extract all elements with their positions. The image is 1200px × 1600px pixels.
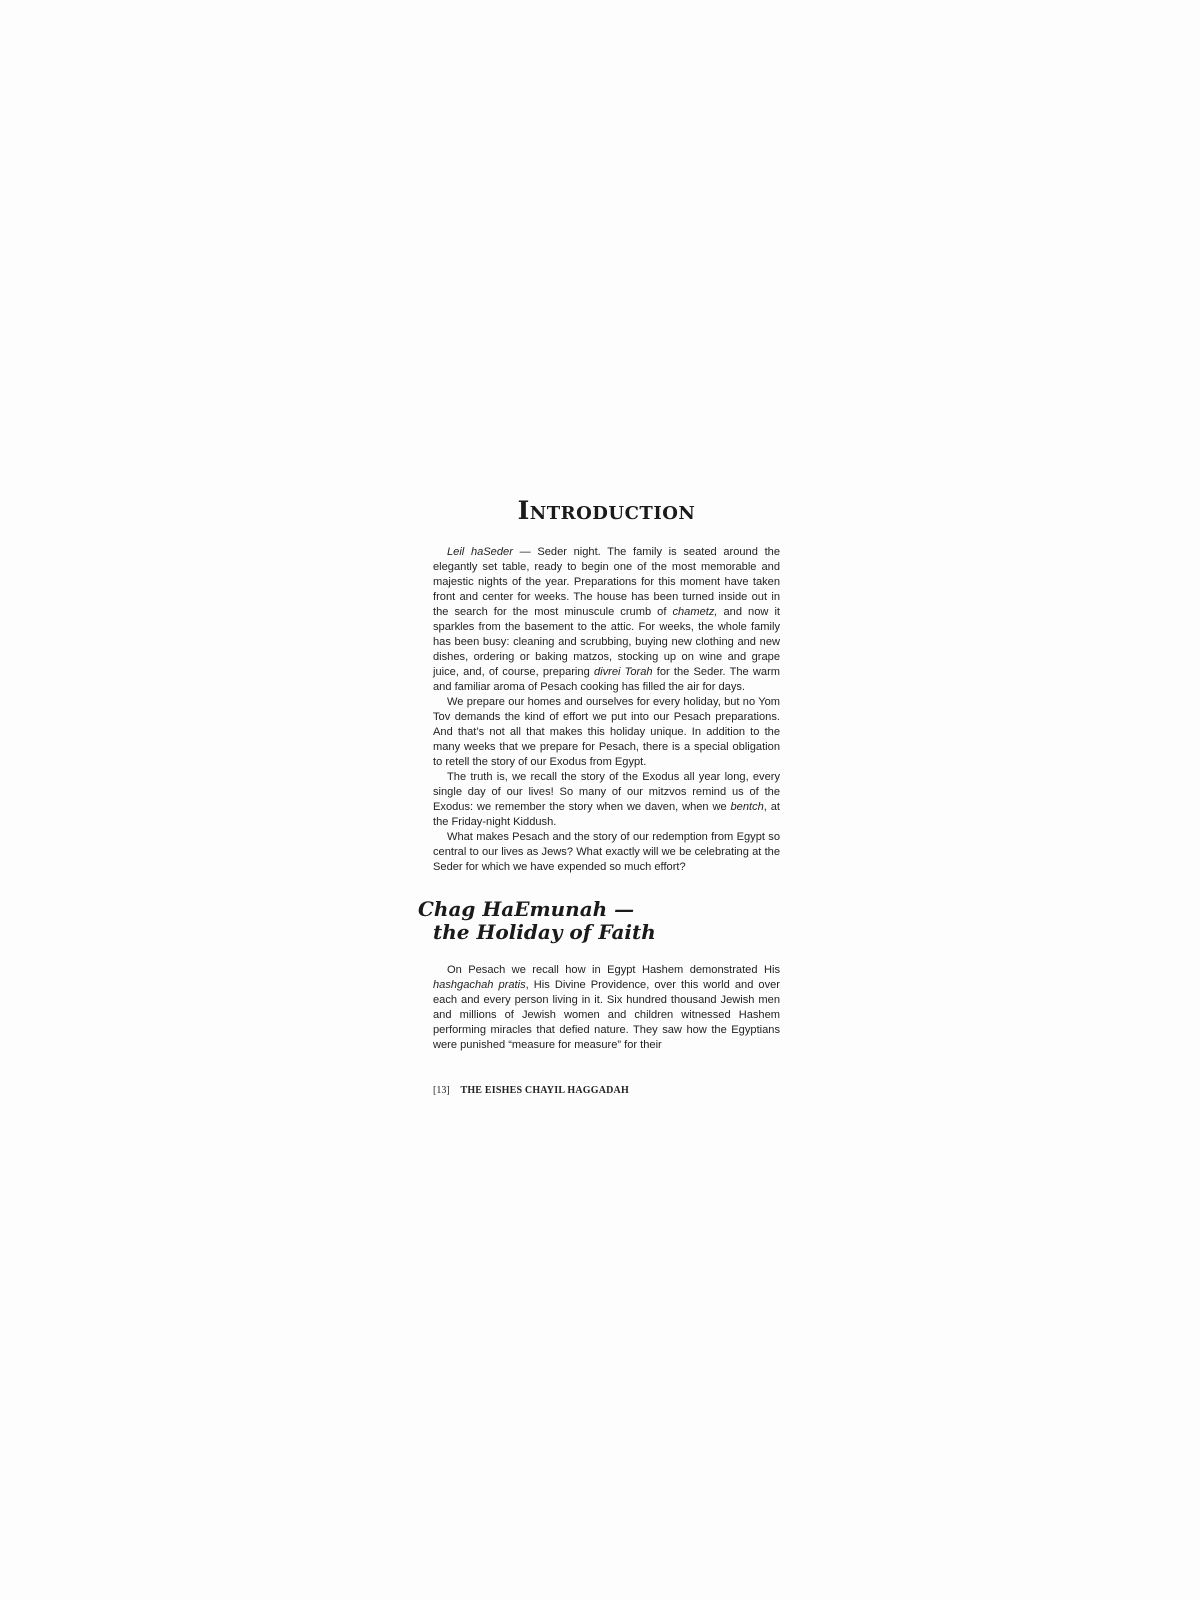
section-heading-line1: Chag HaEmunah —: [418, 897, 635, 921]
intro-body: [433, 545, 780, 875]
italic-term: divrei Torah: [593, 666, 653, 678]
text-run: The truth is, we recall the story of the Exodus all year long, every single day of our lives! So many of our mitzvos remind us of the Exodus: we remember the story when we daven, when we: [433, 771, 780, 813]
italic-term: chametz,: [672, 606, 718, 618]
text-run: , at the Friday-night Kiddush.: [433, 801, 780, 828]
text-run: and now it sparkles from the basement to the attic. For weeks, the whole family has been busy: cleaning and scrubbing, buying new clothing and new dishes, ordering or baking matzos, stocking up on wine and grape juice, and, of course, preparing: [433, 606, 780, 678]
italic-term: hashgachah pratis: [433, 979, 526, 991]
paragraph: [433, 695, 780, 770]
page-footer: [433, 1085, 780, 1097]
text-run: for the Seder. The warm and familiar aroma of Pesach cooking has filled the air for days.: [433, 666, 781, 693]
text-run: On Pesach we recall how in Egypt Hashem demonstrated His: [447, 964, 780, 976]
paragraph: [433, 770, 780, 830]
section-body: [433, 963, 780, 1053]
text-run: We prepare our homes and ourselves for every holiday, but no Yom Tov demands the kind of effort we put into our Pesach preparations. And that’s not all that makes this holiday unique. In addition to the many weeks that we prepare for Pesach, there is a special obligation to retell the story of our Exodus from Egypt.: [433, 696, 780, 768]
section-heading: [418, 898, 765, 944]
chapter-title: Introduction: [517, 496, 696, 525]
paragraph: [433, 830, 780, 875]
text-run: What makes Pesach and the story of our redemption from Egypt so central to our lives as Jews? What exactly will we be celebrating at the Seder for which we have expended so much effort?: [433, 831, 780, 873]
running-title: THE EISHES CHAYIL HAGGADAH: [460, 1085, 629, 1096]
paragraph: [433, 545, 780, 695]
italic-term: Leil haSeder: [447, 546, 513, 558]
page-number: [13]: [433, 1085, 450, 1096]
text-run: — Seder night. The family is seated around the elegantly set table, ready to begin one of the most memorable and majestic nights of the year. Preparations for this moment have taken front and center for weeks. The house has been turned inside out in the search for the most minuscule crumb of: [433, 546, 780, 618]
paragraph: [433, 963, 780, 1053]
section-heading-line2: the Holiday of Faith: [433, 920, 656, 944]
text-run: , His Divine Providence, over this world and over each and every person living in it. Six hundred thousand Jewish men and millions of Jewish women and children witnessed Hashem performing miracles that defied nature. They saw how the Egyptians were punished “measure for measure” for their: [433, 979, 780, 1051]
italic-term: bentch: [730, 801, 764, 813]
page-content: [418, 496, 781, 1053]
